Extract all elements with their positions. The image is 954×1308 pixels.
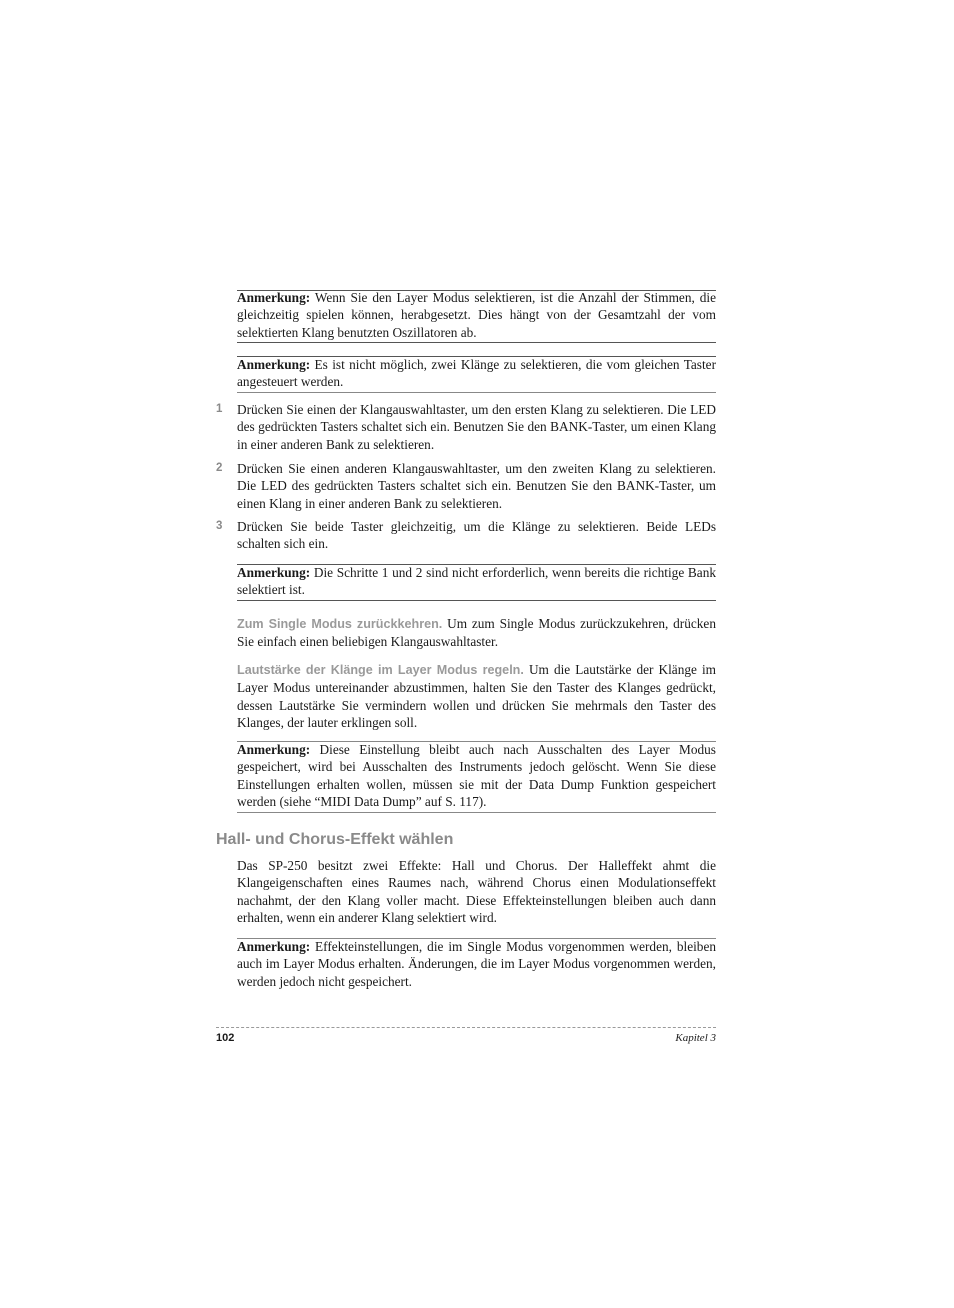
note-text: Diese Einstellung bleibt auch nach Ausschalten des Layer Modus gespeichert, wird bei Ausschalten des Instruments jedoch gelöscht. Wenn Sie diese Einstellungen erhalten wollen, müssen sie mit der Data Dump Funktion gespeichert werden (siehe “MIDI Data Dump” auf S. 117). — [237, 742, 716, 809]
runin-paragraph — [237, 661, 716, 731]
runin-heading: Lautstärke der Klänge im Layer Modus regeln. — [237, 663, 524, 677]
section-heading: Hall- und Chorus-Effekt wählen — [216, 831, 454, 848]
note-text: Wenn Sie den Layer Modus selektieren, ist die Anzahl der Stimmen, die gleichzeitig spielen können, herabgesetzt. Dies hängt von der Gesamtzahl der vom selektierten Klang benutzten Oszillatoren ab. — [237, 290, 716, 340]
paragraph-text: Um zum Single Modus zurückzukehren, drücken Sie einfach einen beliebigen Klangauswahltaster. — [237, 616, 716, 650]
note-text: Es ist nicht möglich, zwei Klänge zu selektieren, die vom gleichen Taster angesteuert werden. — [237, 357, 716, 390]
step-text: Drücken Sie einen der Klangauswahltaster, um den ersten Klang zu selektieren. Die LED des gedrückten Tasters schaltet sich ein. Benutzen Sie den BANK-Taster, um einen Klang in einer anderen Bank zu selektieren. — [237, 402, 716, 452]
paragraph-text: Um die Lautstärke der Klänge im Layer Modus untereinander abzustimmen, halten Sie den Taster des Klanges gedrückt, dessen Lautstärke Sie vermindern wollen und drücken Sie mehrmals den Taster des Klanges, der lauter erklingen soll. — [237, 662, 716, 730]
note-5 — [237, 938, 716, 990]
note-label: Anmerkung: — [237, 357, 311, 372]
note-text: Die Schritte 1 und 2 sind nicht erforderlich, wenn bereits die richtige Bank selektiert ist. — [237, 565, 716, 598]
step-text: Drücken Sie beide Taster gleichzeitig, um die Klänge zu selektieren. Beide LEDs schalten sich ein. — [237, 519, 716, 552]
footer-rule — [216, 1027, 716, 1028]
note-bottom-rule — [237, 812, 716, 813]
note-4 — [237, 741, 716, 810]
section-body: Das SP-250 besitzt zwei Effekte: Hall und Chorus. Der Halleffekt ahmt die Klangeigenschaften eines Raumes nach, während Chorus einen Modulationseffekt nachahmt, der den Klang voller macht. Diese Effekteinstellungen bleiben auch dann erhalten, wenn ein anderer Klang selektiert wird. — [237, 858, 716, 925]
note-bottom-rule — [237, 600, 716, 601]
note-text: Effekteinstellungen, die im Single Modus vorgenommen werden, bleiben auch im Layer Modus erhalten. Änderungen, die im Layer Modus vorgenommen werden, werden jedoch nicht gespeichert. — [237, 939, 716, 989]
note-label: Anmerkung: — [237, 290, 311, 305]
note-bottom-rule — [237, 342, 716, 343]
note-label: Anmerkung: — [237, 939, 311, 954]
chapter-label: Kapitel 3 — [675, 1032, 716, 1044]
note-1 — [237, 289, 716, 341]
step-number: 1 — [216, 403, 223, 415]
step-text: Drücken Sie einen anderen Klangauswahltaster, um den zweiten Klang zu selektieren. Die LED des gedrückten Tasters schaltet sich ein. Benutzen Sie den BANK-Taster, um einen Klang in einer anderen Bank zu selektieren. — [237, 461, 716, 511]
step-number: 3 — [216, 520, 223, 532]
runin-paragraph — [237, 615, 716, 651]
note-bottom-rule — [237, 392, 716, 393]
note-label: Anmerkung: — [237, 742, 311, 757]
step-number: 2 — [216, 462, 223, 474]
page-number: 102 — [216, 1032, 235, 1044]
note-3 — [237, 564, 716, 599]
runin-heading: Zum Single Modus zurückkehren. — [237, 617, 443, 631]
note-label: Anmerkung: — [237, 565, 311, 580]
note-2 — [237, 356, 716, 391]
